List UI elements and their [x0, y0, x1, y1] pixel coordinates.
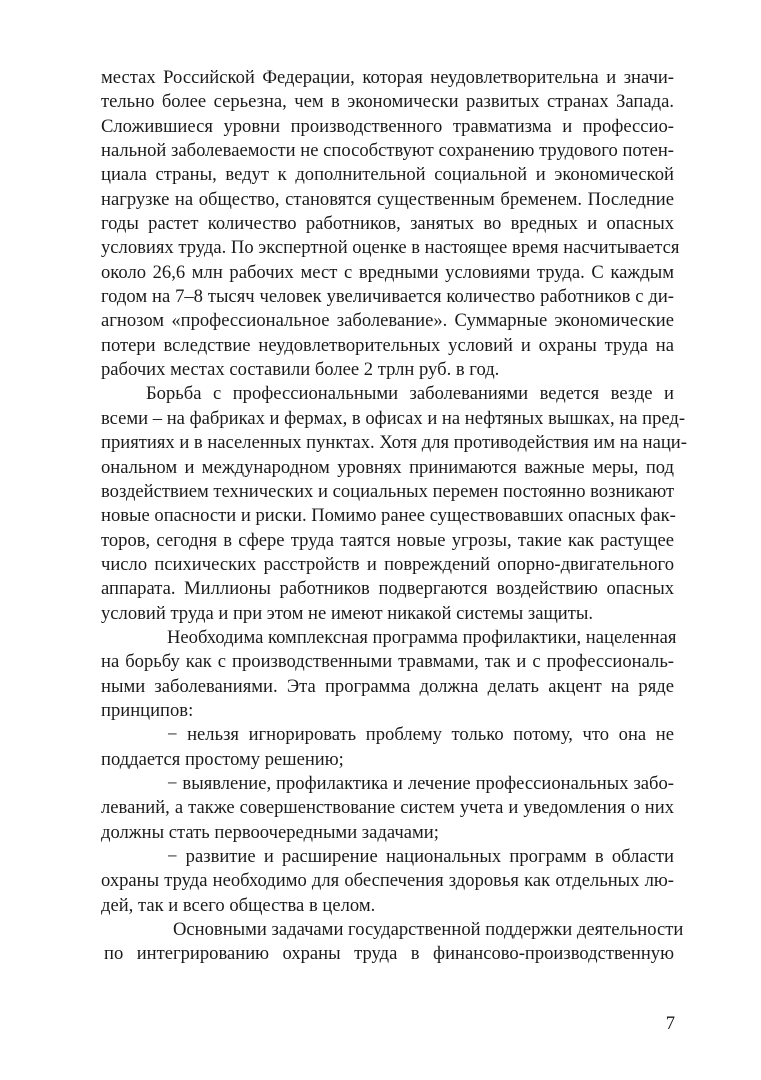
- paragraph-first-line: Основными задачами государственной поддержки деятельности: [173, 919, 684, 941]
- text-line: условиях труда. По экспертной оценке в настоящее время насчитывается: [101, 237, 680, 259]
- text-line: по интегрированию охраны труда в финансово-производственную: [104, 943, 674, 965]
- text-line: аппарата. Миллионы работников подвергаются воздействию опасных: [101, 578, 674, 600]
- text-line: рабочих местах составили более 2 трлн руб. в год.: [101, 359, 500, 381]
- text-line: новые опасности и риски. Помимо ранее существовавших опасных фак-: [101, 505, 676, 527]
- text-line: торов, сегодня в сфере труда таятся новые угрозы, такие как растущее: [101, 529, 674, 551]
- text-line: агнозом «профессиональное заболевание». Суммарные экономические: [101, 310, 674, 332]
- text-line: около 26,6 млн рабочих мест с вредными условиями труда. С каждым: [101, 261, 674, 283]
- text-line: число психических расстройств и повреждений опорно-двигательного: [101, 553, 674, 575]
- document-body: [101, 66, 687, 967]
- text-line: Сложившиеся уровни производственного травматизма и профессио-: [101, 115, 674, 137]
- page-number: 7: [665, 1013, 675, 1034]
- text-line: потери вследствие неудовлетворительных условий и охраны труда на: [101, 334, 674, 356]
- paragraph-first-line: Необходима комплексная программа профилактики, нацеленная: [167, 626, 677, 648]
- text-line: ональном и международном уровнях принимаются важные меры, под: [101, 456, 674, 478]
- text-line: на борьбу как с производственными травмами, так и с профессиональ-: [101, 651, 674, 673]
- text-line: ными заболеваниями. Эта программа должна делать акцент на ряде: [101, 675, 674, 697]
- text-line: условий труда и при этом не имеют никакой системы защиты.: [101, 602, 594, 624]
- list-item-first-line: − нельзя игнорировать проблему только потому, что она не: [167, 724, 674, 746]
- list-item-first-line: − развитие и расширение национальных программ в области: [167, 846, 674, 867]
- text-line: тельно более серьезна, чем в экономически развитых странах Запада.: [101, 91, 674, 113]
- text-line: местах Российской Федерации, которая неудовлетворительна и значи-: [101, 67, 674, 88]
- text-line: всеми – на фабриках и фермах, в офисах и на нефтяных вышках, на пред-: [101, 407, 686, 429]
- text-line: охраны труда необходимо для обеспечения здоровья как отдельных лю-: [101, 870, 674, 892]
- text-line: принципов:: [101, 699, 194, 721]
- text-line: годы растет количество работников, занятых во вредных и опасных: [101, 213, 674, 235]
- text-line: нагрузке на общество, становятся существенным бременем. Последние: [101, 188, 674, 210]
- text-line: поддается простому решению;: [101, 748, 344, 770]
- text-line: должны стать первоочередными задачами;: [101, 821, 439, 843]
- text-line: воздействием технических и социальных перемен постоянно возникают: [101, 480, 675, 502]
- text-line: приятиях и в населенных пунктах. Хотя для противодействия им на наци-: [101, 432, 687, 454]
- text-line: леваний, а также совершенствование систем учета и уведомления о них: [101, 797, 674, 819]
- list-item-first-line: − выявление, профилактика и лечение профессиональных забо-: [167, 772, 674, 794]
- paragraph-first-line: Борьба с профессиональными заболеваниями ведется везде и: [146, 383, 674, 405]
- text-line: дей, так и всего общества в целом.: [101, 894, 376, 916]
- text-line: годом на 7–8 тысяч человек увеличивается количество работников с ди-: [101, 286, 674, 308]
- text-line: нальной заболеваемости не способствуют сохранению трудового потен-: [101, 140, 674, 162]
- text-line: циала страны, ведут к дополнительной социальной и экономической: [101, 164, 674, 186]
